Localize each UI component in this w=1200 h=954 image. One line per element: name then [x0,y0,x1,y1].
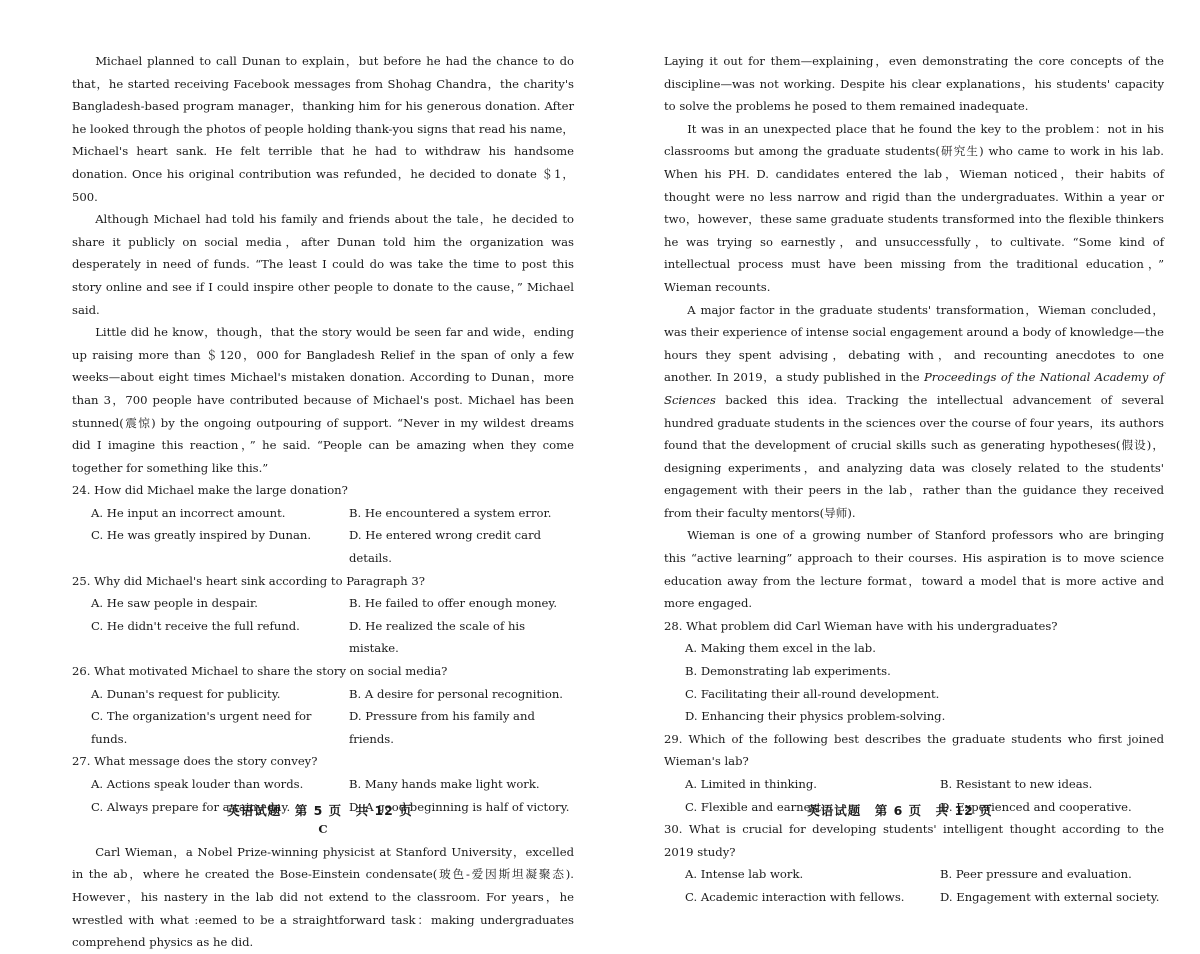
question-stem: 27. What message does the story convey? [72,754,318,769]
option-d: D. Engagement with external society. [940,889,1160,904]
question-stem: 24. How did Michael make the large donation? [72,483,348,498]
option-c: C. Facilitating their all-round development. [685,686,940,701]
option-a: A. He saw people in despair. [91,596,258,611]
option-c: C. The organization's urgent need for funds. [91,709,312,746]
option-d: D. Enhancing their physics problem-solving. [685,709,946,724]
question-28 [664,615,1164,728]
option-a: A. He input an incorrect amount. [91,505,286,520]
passage-paragraph: Although Michael had told his family and friends about the tale，he decided to share it publicly on social media，after Dunan told him the organization was desperately in need of funds. “The least I could do was take the time to post this story online and see if I could inspire other people to donate to the cause，” Michael said. [72,212,574,317]
passage-paragraph: It was in an unexpected place that he found the key to the problem：not in his classrooms but among the graduate students(研究生) who came to work in his lab. When his PH. D. candidates entered the lab，Wieman noticed，their habits of thought were no less narrow and rigid than the undergraduates. Within a year or two，however，these same graduate students transformed into the flexible thinkers he was trying so earnestly，and unsuccessfully，to cultivate. “Some kind of intellectual process must have been missing from the traditional education，” Wieman recounts. [664,121,1164,294]
option-d: D. He realized the scale of his mistake. [349,618,526,656]
passage-paragraph: Wieman is one of a growing number of Stanford professors who are bringing this “active learning” approach to their courses. His aspiration is to move science education away from the lecture format，toward a model that is more active and more engaged. [664,528,1164,611]
question-25 [72,570,574,660]
page-footer: 英语试题 第 6 页 共 12 页 [807,803,993,818]
option-b: B. Resistant to new ideas. [940,777,1093,791]
option-b: B. Demonstrating lab experiments. [685,664,891,679]
option-a: A. Intense lab work. [685,867,804,882]
options [664,863,1164,908]
option-a: A. Making them excel in the lab. [685,641,876,656]
passage-paragraph: Laying it out for them—explaining，even demonstrating the core concepts of the discipline—was not working. Despite his clear explanations，his students' capacity to solve the problems he posed to them remained inadequate. [664,54,1164,114]
option-c: C. Academic interaction with fellows. [685,889,905,904]
option-c: C. Always prepare for a rainy day. [91,799,291,814]
option-c: C. Flexible and earnest. [685,799,825,814]
options [664,637,1164,727]
option-b: B. Many hands make light work. [349,777,540,791]
question-stem: 29. Which of the following best describes the graduate students who first joined Wieman's lab? [664,731,1164,769]
page-footer: 英语试题 第 5 页 共 12 页 [227,803,413,818]
option-d: D. A good beginning is half of victory. [349,799,570,814]
paragraph-text: backed this idea. Tracking the intellectual advancement of several hundred graduate students in the sciences over the course of four years，its authors found that the development of crucial skills such as generating hypotheses(假设)，designing experiments，and analyzing data was closely related to the students' engagement with their peers in the lab，rather than the guidance they received from their faculty mentors(导师). [664,392,1164,520]
passage-paragraph: Michael planned to call Dunan to explain，but before he had the chance to do that，he started receiving Facebook messages from Shohag Chandra，the charity's Bangladesh-based program manager，thanking him for his generous donation. After he looked through the photos of people holding thank-you signs that read his name，Michael's heart sank. He felt terrible that he had to withdraw his handsome donation. Once his original contribution was refunded，he decided to donate ＄1，500. [72,54,574,204]
passage-paragraph: Carl Wieman，a Nobel Prize-winning physicist at Stanford University，excelled in the ab，where he created the Bose-Einstein condensate(玻色-爱因斯坦凝聚态). However，his nastery in the lab did not extend to the classroom. For years，he wrestled with what :eemed to be a straightforward task：making undergraduates comprehend physics as he did. [72,844,574,950]
exam-page-6 [600,0,1200,904]
journal-title: Proceedings of the National Academy of Sciences [664,370,1164,407]
passage-paragraph: Little did he know，though，that the story would be seen far and wide，ending up raising more than ＄120，000 for Bangladesh Relief in the span of only a few weeks—about eight times Michael's mistaken donation. According to Dunan，more than 3，700 people have contributed because of Michael's post. Michael has been stunned(震惊) by the ongoing outpouring of support. “Never in my wildest dreams did I imagine this reaction，” he said. “People can be amazing when they come together for something like this.” [72,325,574,475]
passage-paragraph [664,299,1164,525]
option-b: B. Peer pressure and evaluation. [940,867,1132,882]
question-stem: 28. What problem did Carl Wieman have with his undergraduates? [664,618,1058,633]
question-stem: 26. What motivated Michael to share the story on social media? [72,664,448,679]
option-b: B. He failed to offer enough money. [349,596,558,611]
question-30 [664,818,1164,908]
question-stem: 30. What is crucial for developing students' intelligent thought according to the 2019 study? [664,822,1164,859]
option-a: A. Dunan's request for publicity. [91,686,281,701]
option-d: D. Pressure from his family and friends. [349,709,535,746]
options [72,502,574,570]
option-b: B. He encountered a system error. [349,505,552,520]
right-column [664,50,1164,909]
exam-page-5 [0,0,600,950]
options [72,592,574,660]
option-a: A. Limited in thinking. [685,777,817,791]
question-26 [72,660,574,750]
paragraph-text: A major factor in the graduate students' transformation，Wieman concluded，was their experience of intense social engagement around a body of knowledge—the hours they spent advising，debating with，and recounting anecdotes to one another. In 2019，a study published in the [664,302,1164,385]
section-heading: C [318,822,328,837]
option-b: B. A desire for personal recognition. [349,686,563,701]
question-stem: 25. Why did Michael's heart sink according to Paragraph 3? [72,573,425,588]
option-d: D. Experienced and cooperative. [940,799,1132,814]
option-d: D. He entered wrong credit card details. [349,528,542,566]
option-c: C. He didn't receive the full refund. [91,618,300,633]
option-c: C. He was greatly inspired by Dunan. [91,528,312,543]
question-24 [72,479,574,569]
options [72,683,574,751]
option-a: A. Actions speak louder than words. [91,777,304,791]
